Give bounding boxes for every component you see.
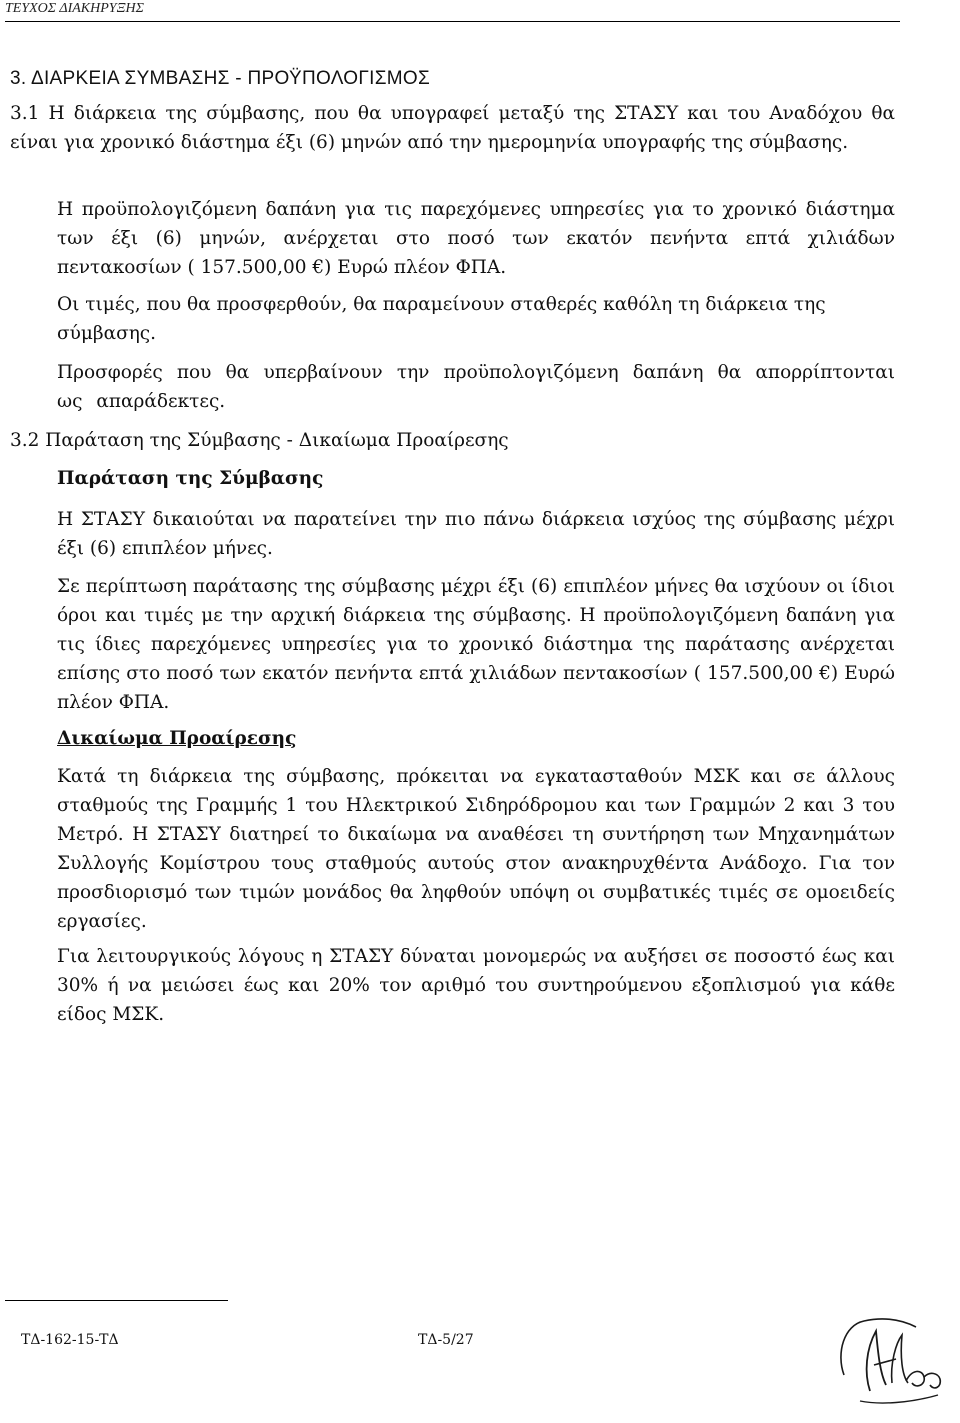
- paragraph-extension-terms: Σε περίπτωση παράτασης της σύμβασης μέχρι έξι (6) επιπλέον μήνες θα ισχύουν οι ίδιοι όροι και τιμές με την αρχική διάρκεια της σύμβασης. Η προϋπολογιζόμενη δαπάνη για τις ίδιες παρεχόμενες υπηρεσίες για το χρονικό διάστημα της παράτασης ανέρχεται επίσης στο ποσό των εκατόν πενήντα επτά χιλιάδων πεντακοσίων ( 157.500,00 €) Ευρώ πλέον ΦΠΑ.: [57, 576, 895, 713]
- subheading-option-right: Δικαίωμα Προαίρεσης: [57, 728, 297, 749]
- footer-doc-code: ΤΔ-162-15-ΤΔ: [21, 1332, 119, 1348]
- paragraph-prices: Οι τιμές, που θα προσφερθούν, θα παραμείνουν σταθερές καθόλη τη διάρκεια της σύμβασης.: [57, 294, 826, 344]
- section-title: 3. ΔΙΑΡΚΕΙΑ ΣΥΜΒΑΣΗΣ - ΠΡΟΫΠΟΛΟΓΙΣΜΟΣ: [10, 68, 431, 89]
- paragraph-option-stations: Κατά τη διάρκεια της σύμβασης, πρόκειται να εγκατασταθούν ΜΣΚ και σε άλλους σταθμούς της Γραμμής 1 του Ηλεκτρικού Σιδηρόδρομου και των Γραμμών 2 και 3 του Μετρό. Η ΣΤΑΣΥ διατηρεί το δικαίωμα να αναθέσει τη συντήρηση των Μηχανημάτων Συλλογής Κομίστρου τους σταθμούς αυτούς στον ανακηρυχθέντα Ανάδοχο. Για τον προσδιορισμό των τιμών μονάδος θα ληφθούν υπόψη οι συμβατικές τιμές σε ομοειδείς εργασίες.: [57, 766, 895, 932]
- paragraph-duration: 3.1 Η διάρκεια της σύμβασης, που θα υπογραφεί μεταξύ της ΣΤΑΣΥ και του Αναδόχου θα είναι για χρονικό διάστημα έξι (6) μηνών από την ημερομηνία υπογραφής της σύμβασης.: [10, 103, 895, 153]
- paragraph-budget: Η προϋπολογιζόμενη δαπάνη για τις παρεχόμενες υπηρεσίες για το χρονικό διάστημα των έξι (6) μηνών, ανέρχεται στο ποσό των εκατόν πενήντα επτά χιλιάδων πεντακοσίων ( 157.500,00 €) Ευρώ πλέον ΦΠΑ.: [57, 199, 895, 278]
- subheading-extension: Παράταση της Σύμβασης: [57, 468, 324, 489]
- paragraph-rejection: Προσφορές που θα υπερβαίνουν την προϋπολογιζόμενη δαπάνη θα απορρίπτονται ως απαράδεκτες.: [57, 362, 895, 412]
- signature-icon: [830, 1313, 950, 1413]
- heading-3-2: 3.2 Παράταση της Σύμβασης - Δικαίωμα Προαίρεσης: [10, 430, 509, 451]
- document-header: [5, 0, 900, 22]
- paragraph-extension-right: Η ΣΤΑΣΥ δικαιούται να παρατείνει την πιο πάνω διάρκεια ισχύος της σύμβασης μέχρι έξι (6) επιπλέον μήνες.: [57, 509, 895, 559]
- footer-page-number: ΤΔ-5/27: [418, 1332, 474, 1348]
- footer-divider: [5, 1300, 228, 1301]
- header-title: ΤΕΥΧΟΣ ΔΙΑΚΗΡΥΞΗΣ: [5, 1, 144, 16]
- paragraph-option-quantity: Για λειτουργικούς λόγους η ΣΤΑΣΥ δύναται μονομερώς να αυξήσει σε ποσοστό έως και 30% ή να μειώσει έως και 20% τον αριθμό του συντηρούμενου εξοπλισμού για κάθε είδος ΜΣΚ.: [57, 946, 895, 1025]
